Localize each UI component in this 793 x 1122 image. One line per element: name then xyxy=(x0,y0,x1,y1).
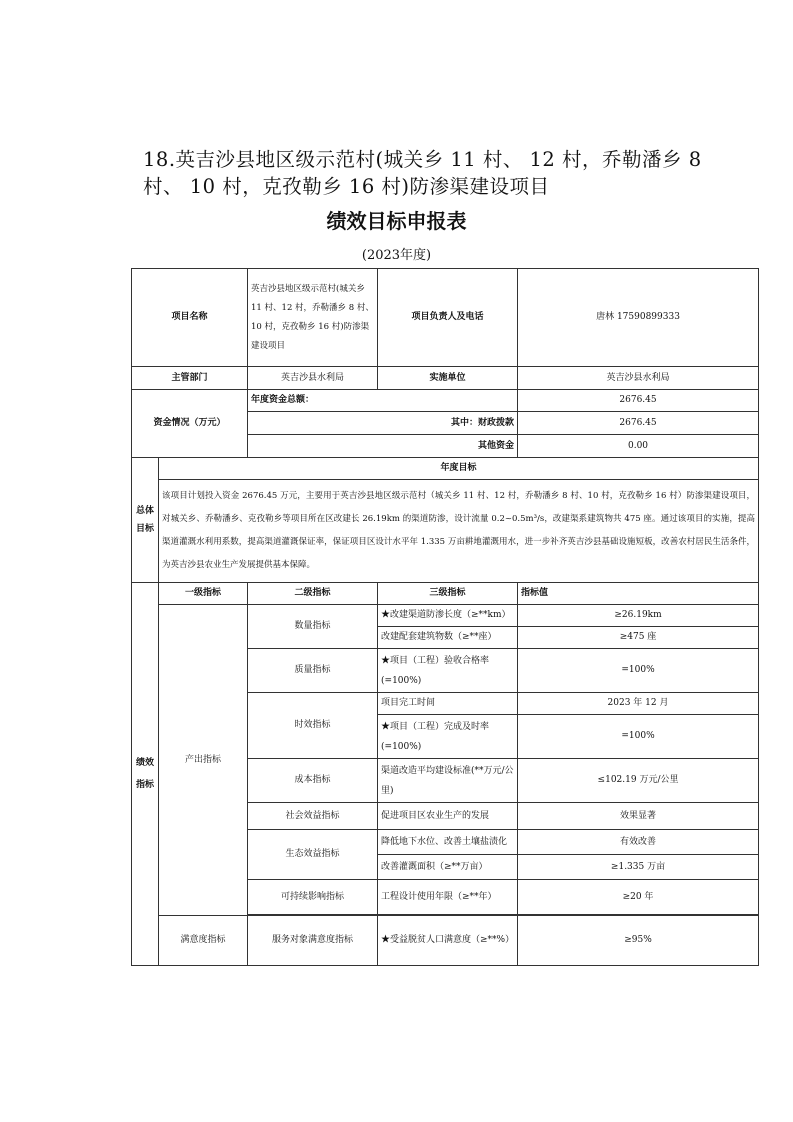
indicator-value: ≥26.19km xyxy=(518,605,759,627)
l2-sustain: 可持续影响指标 xyxy=(248,880,378,915)
impl-value: 英吉沙县水利局 xyxy=(518,367,759,390)
l3-item: 改建配套建筑物数（≥**座） xyxy=(378,627,518,649)
l3-item: ★改建渠道防渗长度（≥**km） xyxy=(378,605,518,627)
l2-timeliness: 时效指标 xyxy=(248,693,378,759)
document-heading: 18.英吉沙县地区级示范村(城关乡 11 村、 12 村，乔勒潘乡 8 村、 10 村，克孜勒乡 16 村)防渗渠建设项目 xyxy=(143,148,702,198)
table-row xyxy=(132,605,759,627)
form-title: 绩效目标申报表 xyxy=(326,209,467,233)
indicator-value: ≥1.335 万亩 xyxy=(518,855,759,880)
row-department xyxy=(132,367,759,390)
l3-item: 改善灌溉面积（≥**万亩） xyxy=(378,855,518,880)
l3-item: ★项目（工程）验收合格率(=100%) xyxy=(378,649,518,693)
l2-service: 服务对象满意度指标 xyxy=(248,916,378,966)
l3-item: 降低地下水位、改善土壤盐渍化 xyxy=(378,830,518,855)
col-level2: 二级指标 xyxy=(248,583,378,605)
l3-item: ★受益脱贫人口满意度（≥**%） xyxy=(378,916,518,966)
impl-label: 实施单位 xyxy=(378,367,518,390)
row-project-name xyxy=(132,269,759,367)
performance-form-table xyxy=(131,268,759,966)
form-year: (2023年度) xyxy=(361,248,432,263)
l2-quantity: 数量指标 xyxy=(248,605,378,649)
goal-side-label-2: 目标 xyxy=(135,524,154,534)
row-goal-text xyxy=(132,480,759,583)
dept-label: 主管部门 xyxy=(132,367,248,390)
dept-value: 英吉沙县水利局 xyxy=(248,367,378,390)
l3-item: 工程设计使用年限（≥**年） xyxy=(378,880,518,915)
indicator-value: 2023 年 12 月 xyxy=(518,693,759,715)
other-value: 0.00 xyxy=(518,435,759,458)
other-label: 其他资金 xyxy=(248,435,518,458)
satisfaction-label: 满意度指标 xyxy=(159,916,248,966)
goal-header: 年度目标 xyxy=(159,458,759,480)
l2-quality: 质量指标 xyxy=(248,649,378,693)
owner-value: 唐林 17590899333 xyxy=(518,269,759,367)
perf-side-label-1: 绩效 xyxy=(135,758,154,768)
l3-item: 项目完工时间 xyxy=(378,693,518,715)
perf-side-label-2: 指标 xyxy=(135,780,154,790)
fiscal-value: 2676.45 xyxy=(518,412,759,435)
goal-side-label-1: 总体 xyxy=(135,506,154,516)
project-name-value: 英吉沙县地区级示范村(城关乡 11 村、12 村，乔勒潘乡 8 村、10 村，克孜勒乡 16 村)防渗渠建设项目 xyxy=(248,269,378,367)
fiscal-label: 其中：财政拨款 xyxy=(248,412,518,435)
owner-label: 项目负责人及电话 xyxy=(378,269,518,367)
indicator-value: ≥20 年 xyxy=(518,880,759,915)
l3-item: 渠道改造平均建设标准(**万元/公里) xyxy=(378,759,518,803)
l2-social: 社会效益指标 xyxy=(248,803,378,830)
col-level3: 三级指标 xyxy=(378,583,518,605)
col-level1: 一级指标 xyxy=(159,583,248,605)
row-perf-header xyxy=(132,583,759,605)
project-name-label: 项目名称 xyxy=(132,269,248,367)
total-label: 年度资金总额： xyxy=(248,390,518,412)
perf-side-label xyxy=(132,583,159,966)
goal-side-label xyxy=(132,458,159,583)
indicator-value: ≥475 座 xyxy=(518,627,759,649)
table-row xyxy=(132,916,759,966)
l3-item: ★项目（工程）完成及时率(=100%) xyxy=(378,715,518,759)
row-goal-header xyxy=(132,458,759,480)
total-value: 2676.45 xyxy=(518,390,759,412)
output-label: 产出指标 xyxy=(159,605,248,916)
l2-eco: 生态效益指标 xyxy=(248,830,378,880)
col-value: 指标值 xyxy=(518,583,759,605)
indicator-value: ≥95% xyxy=(518,916,759,966)
indicator-value: 有效改善 xyxy=(518,830,759,855)
funds-label: 资金情况（万元） xyxy=(132,390,248,458)
row-funds-total xyxy=(132,390,759,412)
l2-cost: 成本指标 xyxy=(248,759,378,803)
indicator-value: =100% xyxy=(518,715,759,759)
l3-item: 促进项目区农业生产的发展 xyxy=(378,803,518,830)
indicator-value: ≤102.19 万元/公里 xyxy=(518,759,759,803)
indicator-value: 效果显著 xyxy=(518,803,759,830)
goal-text: 该项目计划投入资金 2676.45 万元，主要用于英吉沙县地区级示范村（城关乡 11 村、12 村，乔勒潘乡 8 村、10 村，克孜勒乡 16 村）防渗渠建设项目，对城关乡、乔勒潘乡、克孜勒乡等项目所在区改建长 26.19km 的渠道防渗，设计流量 0.2~0.5m³/s，改建渠系建筑物共 475 座。通过该项目的实施，提高渠道灌溉水利用系数，提高渠道灌溉保证率，保证项目区设计水平年 1.335 万亩耕地灌溉用水，进一步补齐英吉沙县基础设施短板，改善农村居民生活条件，为英吉沙县农业生产发展提供基本保障。 xyxy=(159,480,759,583)
indicator-value: =100% xyxy=(518,649,759,693)
